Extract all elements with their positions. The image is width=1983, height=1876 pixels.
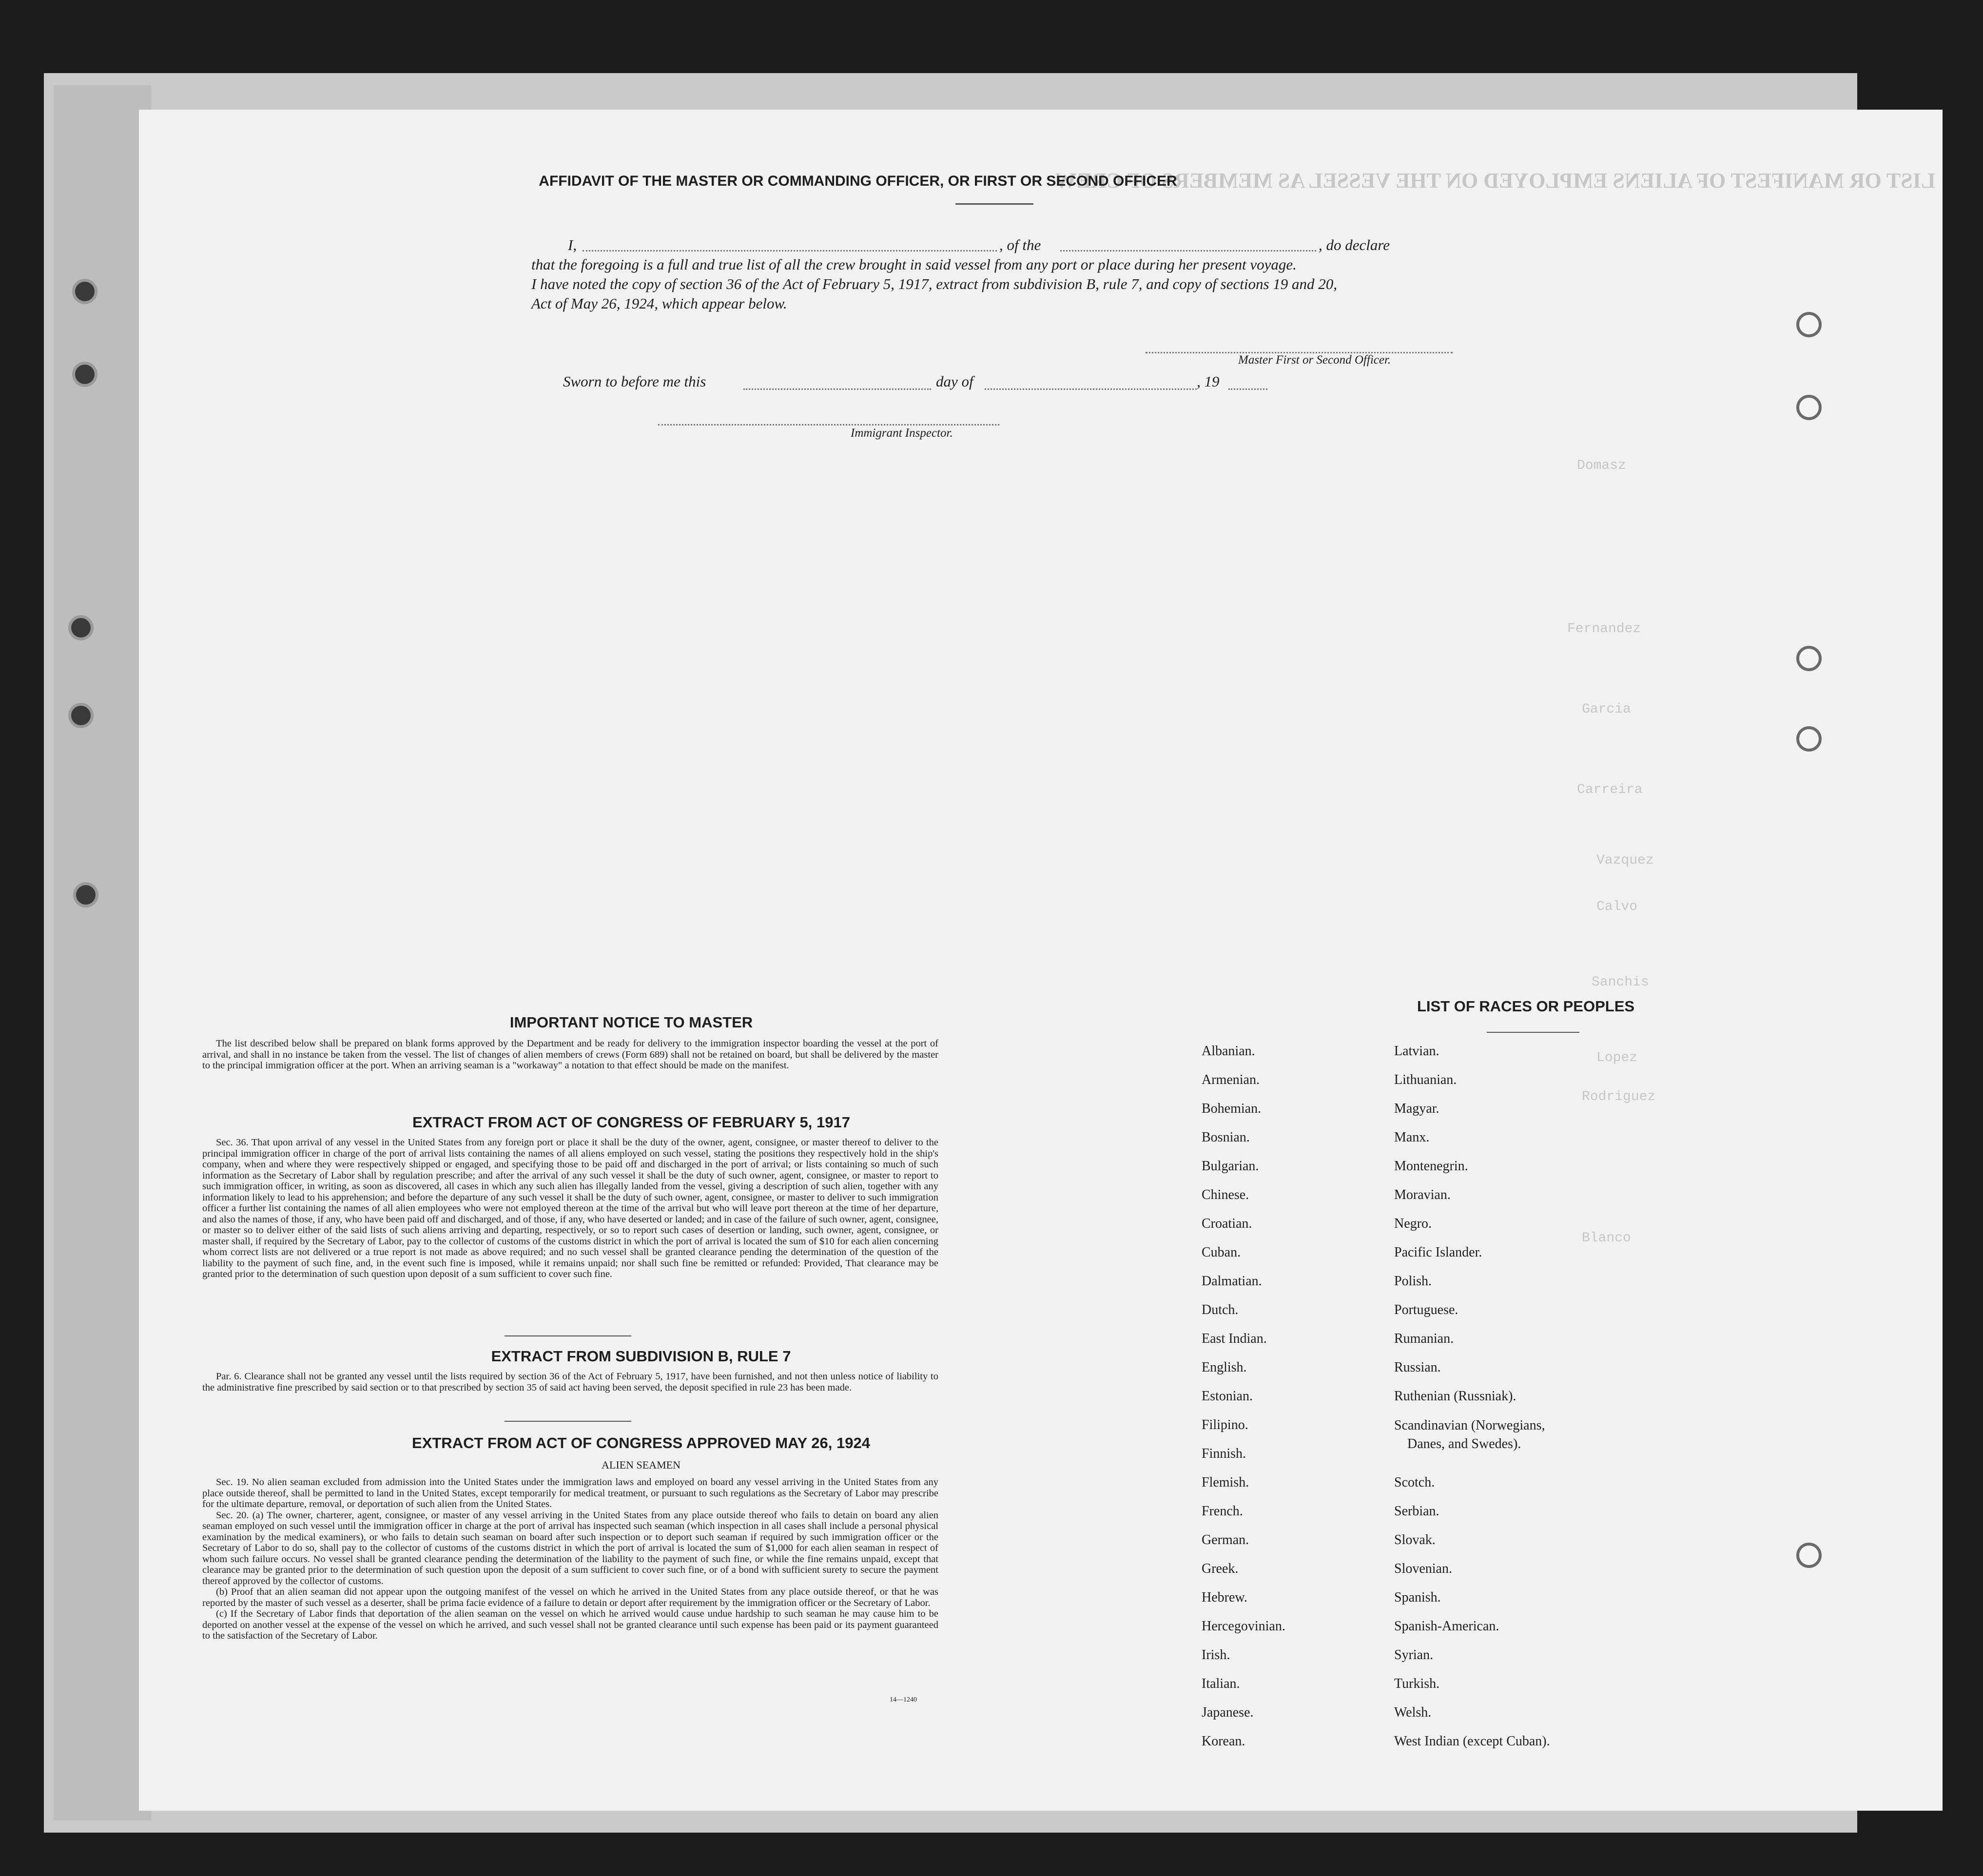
race-item: English. <box>1202 1360 1247 1375</box>
race-item: Turkish. <box>1394 1676 1440 1691</box>
rule7-title: EXTRACT FROM SUBDIVISION B, RULE 7 <box>491 1348 791 1365</box>
race-item: Danes, and Swedes). <box>1407 1436 1521 1451</box>
sworn-prefix: Sworn to before me this <box>563 373 706 390</box>
race-item: Rumanian. <box>1394 1331 1454 1346</box>
extract-1924-paragraph: (c) If the Secretary of Labor finds that deportation of the alien seaman on the vessel on which he arrived would cause undue hardship to such seaman he may cause him to be deported on another vessel at the expense of the vessel on which he arrived, and such vessel shall not be granted clearance until such expense has been paid or its payment guaranteed to the satisfaction of the Secretary of Labor. <box>202 1608 938 1641</box>
race-item: Scotch. <box>1394 1475 1435 1490</box>
race-item: Russian. <box>1394 1360 1441 1375</box>
race-item: Bosnian. <box>1202 1130 1250 1145</box>
sworn-month-field[interactable] <box>985 388 1197 390</box>
binder-hole-left-3 <box>68 615 94 640</box>
binder-hole-left-5 <box>73 882 98 908</box>
binder-hole-left-4 <box>68 703 94 728</box>
races-title: LIST OF RACES OR PEOPLES <box>1417 998 1635 1015</box>
form-number: 14—1240 <box>890 1696 917 1703</box>
race-item: Dutch. <box>1202 1302 1239 1317</box>
bleedthrough-name: Blanco <box>1582 1231 1631 1246</box>
bleedthrough-name: Vazquez <box>1596 853 1654 868</box>
bleedthrough-name: Fernandez <box>1567 621 1641 637</box>
race-item: Syrian. <box>1394 1647 1434 1663</box>
race-item: Spanish-American. <box>1394 1619 1499 1634</box>
affidavit-body-line: I have noted the copy of section 36 of the Act of February 5, 1917, extract from subdivision B, rule 7, and copy of sections 19 and 20, <box>531 275 1338 292</box>
binder-hole-left-1 <box>72 279 97 304</box>
bleedthrough-name: Calvo <box>1596 899 1638 914</box>
binder-hole-left-2 <box>72 362 97 387</box>
race-item: Estonian. <box>1202 1389 1253 1404</box>
notice-paragraph: The list described below shall be prepared on blank forms approved by the Department and be ready for delivery to the immigration inspector boarding the vessel at the port of arrival, and shall in no instance be taken from the vessel. The list of changes of alien members of crews (Form 689) shall not be retained on board, but shall be delivered by the master to the principal immigration officer at the port. When an arriving seaman is a "workaway" a notation to that effect should be made on the manifest. <box>202 1038 938 1071</box>
officer-caption: Master First or Second Officer. <box>1238 353 1391 367</box>
race-item: Filipino. <box>1202 1417 1248 1432</box>
binder-hole-right-4 <box>1796 726 1822 752</box>
affidavit-of-the: , of the <box>999 236 1041 253</box>
race-item: Slovak. <box>1394 1532 1436 1547</box>
affidavit-body-line: that the foregoing is a full and true list of all the crew brought in said vessel from any port or place during her present voyage. <box>531 256 1297 273</box>
bleedthrough-name: Sanchis <box>1592 975 1649 990</box>
bleedthrough-name: Lopez <box>1596 1050 1638 1065</box>
races-title-rule <box>1487 1032 1579 1033</box>
race-item: East Indian. <box>1202 1331 1267 1346</box>
extract-1924-text <box>202 1477 938 1642</box>
sworn-line <box>563 373 1392 394</box>
race-item: Montenegrin. <box>1394 1159 1468 1174</box>
race-item: Lithuanian. <box>1394 1072 1457 1087</box>
race-item: Welsh. <box>1394 1705 1432 1720</box>
document-page <box>139 110 1943 1811</box>
sworn-year-prefix: , 19 <box>1197 373 1220 390</box>
race-item: German. <box>1202 1532 1249 1547</box>
race-item: Negro. <box>1394 1216 1432 1231</box>
race-item: Ruthenian (Russniak). <box>1394 1389 1516 1404</box>
race-item: Manx. <box>1394 1130 1430 1145</box>
race-item: Irish. <box>1202 1647 1230 1663</box>
bleedthrough-name: Rodriguez <box>1582 1089 1656 1104</box>
sworn-day-field[interactable] <box>743 388 931 390</box>
bleedthrough-title: LIST OR MANIFEST OF ALIENS EMPLOYED ON THE VESSEL AS MEMBERS OF CREW <box>1055 169 1936 193</box>
affidavit-title-rule <box>955 203 1033 205</box>
affidavit-body-line: Act of May 26, 1924, which appear below. <box>531 295 787 312</box>
race-item: Pacific Islander. <box>1394 1245 1482 1260</box>
race-item: Finnish. <box>1202 1446 1246 1461</box>
inspector-signature-line[interactable] <box>658 424 999 425</box>
race-item: Albanian. <box>1202 1044 1255 1059</box>
notice-title: IMPORTANT NOTICE TO MASTER <box>509 1014 753 1031</box>
race-item: French. <box>1202 1504 1243 1519</box>
extract-1924-subtitle: ALIEN SEAMEN <box>602 1459 680 1471</box>
race-item: Croatian. <box>1202 1216 1252 1231</box>
bleedthrough-name: Carreira <box>1577 782 1643 797</box>
race-item: Hercegovinian. <box>1202 1619 1285 1634</box>
extract-1917-title: EXTRACT FROM ACT OF CONGRESS OF FEBRUARY 5, 1917 <box>412 1114 850 1131</box>
race-item: Spanish. <box>1394 1590 1441 1605</box>
race-item: Hebrew. <box>1202 1590 1247 1605</box>
extract-1917-paragraph: Sec. 36. That upon arrival of any vessel in the United States from any foreign port or place it shall be the duty of the owner, agent, consignee, or master thereof to deliver to the principal immigration officer in charge of the port of arrival lists containing the names of all aliens employed on such vessel, stating the positions they respectively hold in the ship's company, when and where they were respectively shipped or engaged, and specifying those to be paid off and discharged in the port of arrival; or lists containing so much of such information as the Secretary of Labor shall by regulation prescribe; and after the arrival of any such vessel it shall be the duty of such owner, agent, consignee, or master to report to such immigration officer, in writing, as soon as discovered, all cases in which any such alien has illegally landed from the vessel, giving a description of such alien, together with any information likely to lead to his apprehension; and before the departure of any such vessel it shall be the duty of such owner, agent, consignee, or master to deliver to such immigration officer a further list containing the names of all alien employees who were not employed thereon at the time of the arrival but who will leave port thereon at the time of her departure, and also the names of those, if any, who have been paid off and discharged, and of those, if any, who have deserted or landed; and in case of the failure of such owner, agent, consignee, or master so to deliver either of the said lists of such aliens arriving and departing, respectively, or so to report such cases of desertion or landing, such owner, agent, consignee, or master shall, if required by the Secretary of Labor, pay to the collector of customs of the customs district in which the port of arrival is located the sum of $10 for each alien concerning whom correct lists are not delivered or a true report is not made as above required; and no such vessel shall be granted clearance pending the determination of the question of the liability to the payment of such fine, and, in the event such fine is imposed, while it remains unpaid; nor shall such fine be remitted or refunded: Provided, That clearance may be granted prior to the determination of such question upon deposit of a sum sufficient to cover such fine. <box>202 1137 938 1279</box>
extract-1924-paragraph: Sec. 20. (a) The owner, charterer, agent, consignee, or master of any vessel arriving in the United States from any place outside thereof who fails to detain on board any alien seaman employed on such vessel until the immigration officer in charge at the port of arrival has inspected such seaman (which inspection in all cases shall include a personal physical examination by the medical examiners), or who fails to detain such seaman on board after such inspection or to deport such seaman if required by such immigration officer or the Secretary of Labor to do so, shall pay to the collector of customs of the customs district in which the port of arrival is located the sum of $1,000 for each alien seaman in respect of whom such failure occurs. No vessel shall be granted clearance pending the determination of the liability to the payment of such fine, or while the fine remains unpaid, except that clearance may be granted prior to the determination of such question upon the deposit of a sum sufficient to cover such fine, or of a bond with sufficient surety to secure the payment thereof approved by the collector of customs. <box>202 1509 938 1586</box>
inspector-caption: Immigrant Inspector. <box>851 426 953 440</box>
extract-1924-paragraph: Sec. 19. No alien seaman excluded from admission into the United States under the immigration laws and employed on board any vessel arriving in the United States from any place outside thereof, shall be permitted to land in the United States, except temporarily for medical treatment, or pursuant to such regulations as the Secretary of Labor may prescribe for the ultimate departure, removal, or deportation of such alien from the United States. <box>202 1477 938 1509</box>
binder-hole-right-2 <box>1796 395 1822 420</box>
master-name-field[interactable] <box>583 250 997 251</box>
race-item: Polish. <box>1394 1274 1432 1289</box>
extract-1924-paragraph: (b) Proof that an alien seaman did not appear upon the outgoing manifest of the vessel on which he arrived in the United States from any place outside thereof, or that he was reported by the master of such vessel as a deserter, shall be prima facie evidence of a failure to detain or deport after requirement by the immigration officer or the Secretary of Labor. <box>202 1586 938 1608</box>
extract-1917-text <box>202 1137 938 1280</box>
sworn-day-of: day of <box>936 373 973 390</box>
race-item: Moravian. <box>1394 1187 1451 1202</box>
bleedthrough-name: Domasz <box>1577 458 1626 473</box>
section-rule <box>505 1335 631 1336</box>
sworn-year-field[interactable] <box>1228 388 1267 390</box>
extract-1924-title: EXTRACT FROM ACT OF CONGRESS APPROVED MAY 26, 1924 <box>412 1434 870 1451</box>
affidavit-title: AFFIDAVIT OF THE MASTER OR COMMANDING OFFICER, OR FIRST OR SECOND OFFICER <box>539 173 1177 189</box>
affidavit-declaration <box>531 235 1397 313</box>
binder-hole-right-5 <box>1796 1543 1822 1568</box>
race-item: Portuguese. <box>1394 1302 1458 1317</box>
binder-hole-right-1 <box>1796 312 1822 337</box>
race-item: Bulgarian. <box>1202 1159 1259 1174</box>
rule7-paragraph: Par. 6. Clearance shall not be granted any vessel until the lists required by section 36 of the Act of February 5, 1917, have been furnished, and not then unless notice of liability to the administrative fine prescribed by said section or to that prescribed by section 35 of said act having been served, the deposit specified in rule 23 has been made. <box>202 1371 938 1393</box>
affidavit-i-prefix: I, <box>568 236 577 253</box>
race-item: Slovenian. <box>1394 1561 1452 1576</box>
race-item: Armenian. <box>1202 1072 1260 1087</box>
race-item: Magyar. <box>1394 1101 1439 1116</box>
vessel-name-field[interactable] <box>1060 250 1316 251</box>
notice-text <box>202 1038 938 1071</box>
race-item: Flemish. <box>1202 1475 1249 1490</box>
rule7-text <box>202 1371 938 1393</box>
race-item: Italian. <box>1202 1676 1240 1691</box>
binder-hole-right-3 <box>1796 646 1822 671</box>
race-item: Chinese. <box>1202 1187 1249 1202</box>
race-item: Cuban. <box>1202 1245 1241 1260</box>
affidavit-do-declare: , do declare <box>1319 236 1390 253</box>
race-item: Bohemian. <box>1202 1101 1262 1116</box>
race-item: Dalmatian. <box>1202 1274 1262 1289</box>
back-sheet-edge <box>54 85 151 1820</box>
bleedthrough-name: Garcia <box>1582 702 1631 717</box>
race-item: Japanese. <box>1202 1705 1254 1720</box>
section-rule <box>505 1421 631 1422</box>
race-item: Korean. <box>1202 1734 1245 1749</box>
race-item: Latvian. <box>1394 1044 1439 1059</box>
race-item: Serbian. <box>1394 1504 1439 1519</box>
race-item: West Indian (except Cuban). <box>1394 1734 1550 1749</box>
race-item: Greek. <box>1202 1561 1239 1576</box>
race-item: Scandinavian (Norwegians, <box>1394 1418 1545 1433</box>
